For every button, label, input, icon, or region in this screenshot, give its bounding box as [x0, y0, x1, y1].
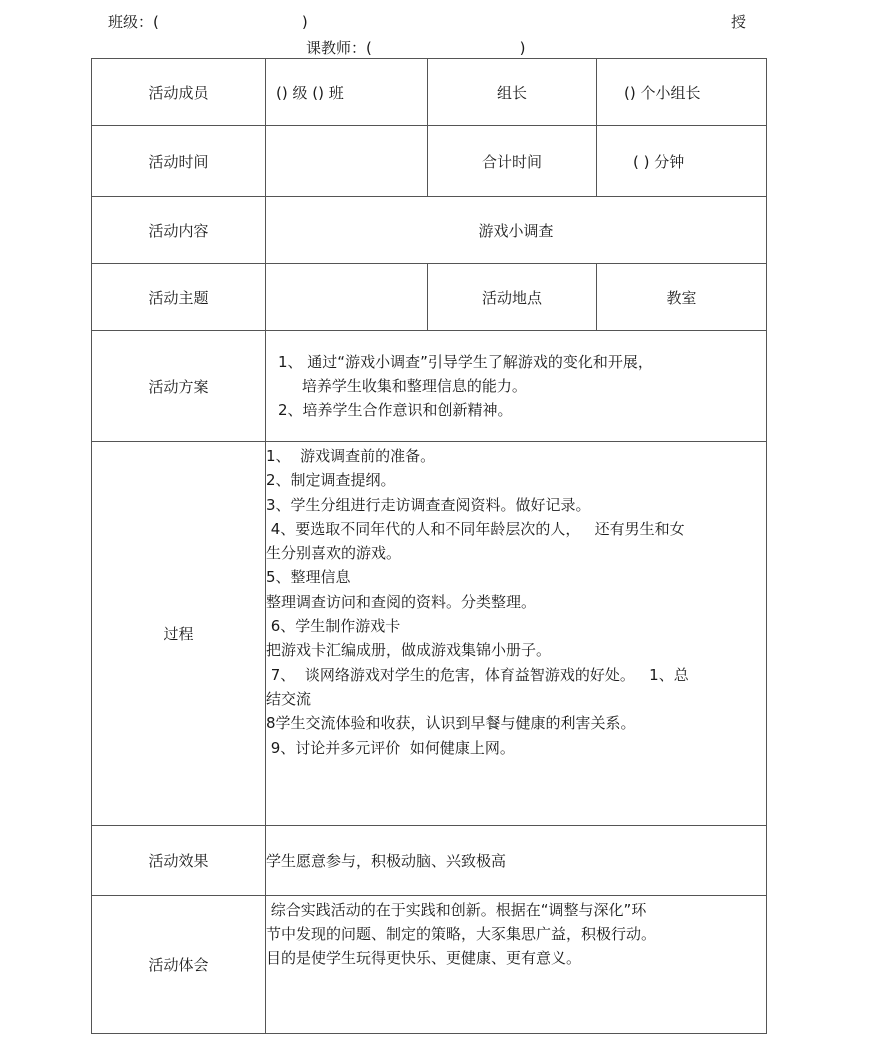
theme-row — [92, 264, 767, 331]
process-line: 9、讨论并多元评价 如何健康上网。 — [266, 738, 515, 757]
effect-label: 活动效果 — [92, 826, 266, 896]
experience-line: 节中发现的问题、制定的策略，大豕集思广益，积极行动。 — [266, 925, 657, 943]
effect-value: 学生愿意参与，积极动脑、兴致极高 — [266, 826, 767, 896]
total-time-label: 合计时间 — [428, 126, 597, 197]
process-line: 5、整理信息 — [266, 568, 351, 587]
place-value: 教室 — [597, 264, 767, 331]
time-label: 活动时间 — [92, 126, 266, 197]
time-row — [92, 126, 767, 197]
process-line: 4、要选取不同年代的人和不同年龄层次的人， 还有男生和女 — [266, 519, 685, 538]
plan-row — [92, 331, 767, 442]
experience-row — [92, 896, 767, 1034]
teacher-label: 课教师：( ) — [306, 39, 526, 57]
process-line: 2、制定调查提纲。 — [266, 471, 396, 490]
process-line: 8学生交流体验和收获，认识到早餐与健康的利害关系。 — [266, 714, 636, 733]
process-line: 整理调查访问和查阅的资料。分类整理。 — [266, 592, 537, 611]
leader-value: () 个小组长 — [597, 59, 767, 126]
content-value: 游戏小调查 — [266, 197, 767, 264]
process-label: 过程 — [92, 442, 266, 826]
theme-value — [266, 264, 428, 331]
process-content — [266, 442, 767, 826]
experience-line: 目的是使学生玩得更快乐、更健康、更有意义。 — [266, 949, 582, 967]
content-label: 活动内容 — [92, 197, 266, 264]
process-line: 3、学生分组进行走访调查查阅资料。做好记录。 — [266, 495, 591, 514]
experience-label: 活动体会 — [92, 896, 266, 1034]
members-row — [92, 59, 767, 126]
activity-record-table — [91, 58, 767, 1034]
theme-label: 活动主题 — [92, 264, 266, 331]
leader-label: 组长 — [428, 59, 597, 126]
effect-row — [92, 826, 767, 896]
members-value: () 级 () 班 — [266, 59, 428, 126]
place-label: 活动地点 — [428, 264, 597, 331]
teacher-label-prefix: 授 — [731, 13, 747, 31]
plan-label: 活动方案 — [92, 331, 266, 442]
experience-line: 综合实践活动的在于实践和创新。根据在“调整与深化”环 — [266, 901, 647, 919]
process-line: 6、学生制作游戏卡 — [266, 617, 401, 636]
process-line: 把游戏卡汇编成册，做成游戏集锦小册子。 — [266, 641, 552, 660]
experience-content — [266, 896, 767, 1034]
plan-line: 2、培养学生合作意识和创新精神。 — [278, 401, 513, 419]
time-value — [266, 126, 428, 197]
class-label: 班级：( ) — [108, 13, 308, 31]
process-line: 1、 游戏调查前的准备。 — [266, 447, 436, 465]
total-time-value: ( ) 分钟 — [597, 126, 767, 197]
process-line: 结交流 — [266, 689, 312, 708]
content-row — [92, 197, 767, 264]
members-label: 活动成员 — [92, 59, 266, 126]
process-line: 7、 谈网络游戏对学生的危害，体育益智游戏的好处。 1、总 — [266, 665, 689, 684]
plan-content — [266, 331, 767, 442]
plan-line: 培养学生收集和整理信息的能力。 — [278, 377, 527, 395]
plan-line: 1、 通过“游戏小调查”引导学生了解游戏的变化和开展， — [278, 353, 653, 371]
process-row — [92, 442, 767, 826]
process-line: 生分别喜欢的游戏。 — [266, 544, 402, 563]
